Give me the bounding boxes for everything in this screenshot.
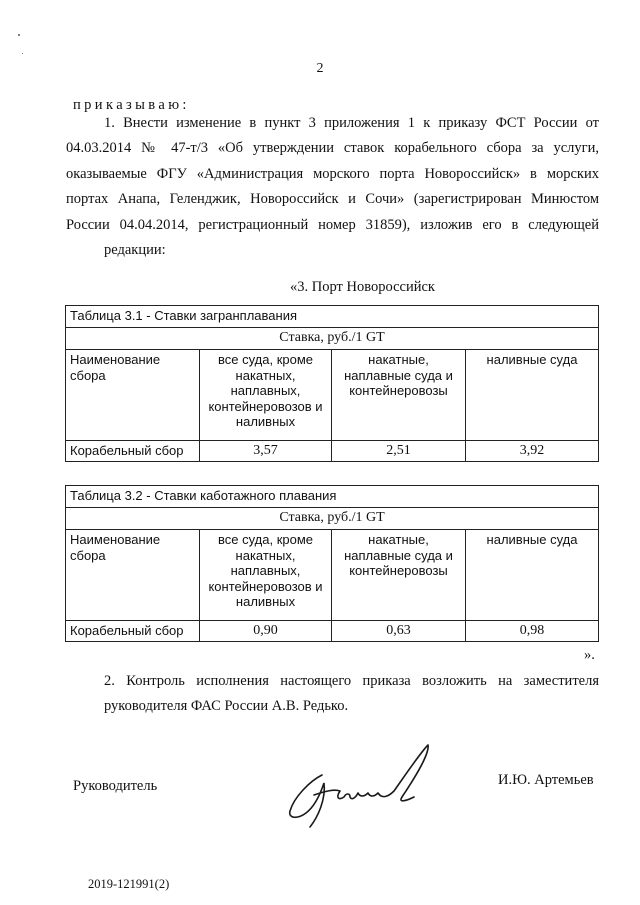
closing-quote: ». xyxy=(584,647,595,663)
rates-table-cabotage xyxy=(65,485,599,642)
header-all-vessels: все суда, кроме накатных, наплавных, контейнеровозов и наливных xyxy=(200,530,332,621)
header-roro-vessels: накатные, наплавные суда и контейнеровозы xyxy=(332,530,466,621)
section-heading: «3. Порт Новороссийск xyxy=(290,279,435,295)
header-all-vessels: все суда, кроме накатных, наплавных, контейнеровозов и наливных xyxy=(200,350,332,441)
value-cell: 0,63 xyxy=(332,621,466,642)
header-fee-name: Наименование сбора xyxy=(66,350,200,441)
row-label: Корабельный сбор xyxy=(66,441,200,462)
table-unit: Ставка, руб./1 GT xyxy=(66,328,599,350)
header-roro-vessels: накатные, наплавные суда и контейнеровозы xyxy=(332,350,466,441)
paragraph-1-line: оказываемые ФГУ «Администрация морского порта Новороссийск» в морских xyxy=(66,165,599,182)
table-unit: Ставка, руб./1 GT xyxy=(66,508,599,530)
paragraph-1-line: 04.03.2014 № 47-т/3 «Об утверждении ставок корабельного сбора за услуги, xyxy=(66,140,599,157)
paragraph-1-last-line: редакции: xyxy=(104,242,166,259)
row-label: Корабельный сбор xyxy=(66,621,200,642)
paragraph-1-line: 1. Внести изменение в пункт 3 приложения 1 к приказу ФСТ России от xyxy=(104,115,599,131)
scan-speck xyxy=(18,34,20,36)
paragraph-2-last-line: руководителя ФАС России А.В. Редько. xyxy=(104,698,349,715)
table-title: Таблица 3.2 - Ставки каботажного плавания xyxy=(66,486,599,508)
scan-speck xyxy=(22,53,23,54)
document-number: 2019-121991(2) xyxy=(88,877,170,891)
header-tankers: наливные суда xyxy=(466,350,599,441)
table-title: Таблица 3.1 - Ставки загранплавания xyxy=(66,306,599,328)
value-cell: 3,57 xyxy=(200,441,332,462)
signatory-name: И.Ю. Артемьев xyxy=(498,772,594,788)
order-word: приказываю: xyxy=(73,97,190,113)
paragraph-1-line: портах Анапа, Геленджик, Новороссийск и Сочи» (зарегистрирован Минюстом xyxy=(66,191,599,208)
signatory-position: Руководитель xyxy=(73,778,158,794)
rates-table-foreign xyxy=(65,305,599,462)
handwritten-signature xyxy=(280,735,440,830)
value-cell: 0,90 xyxy=(200,621,332,642)
paragraph-1-line: России 04.04.2014, регистрационный номер 31859), изложив его в следующей xyxy=(66,216,599,233)
value-cell: 3,92 xyxy=(466,441,599,462)
value-cell: 0,98 xyxy=(466,621,599,642)
header-fee-name: Наименование сбора xyxy=(66,530,200,621)
paragraph-2-line: 2. Контроль исполнения настоящего приказа возложить на заместителя xyxy=(104,673,599,689)
paragraph-2 xyxy=(66,669,599,720)
value-cell: 2,51 xyxy=(332,441,466,462)
header-tankers: наливные суда xyxy=(466,530,599,621)
paragraph-1 xyxy=(66,111,599,263)
page-number: 2 xyxy=(316,61,324,76)
